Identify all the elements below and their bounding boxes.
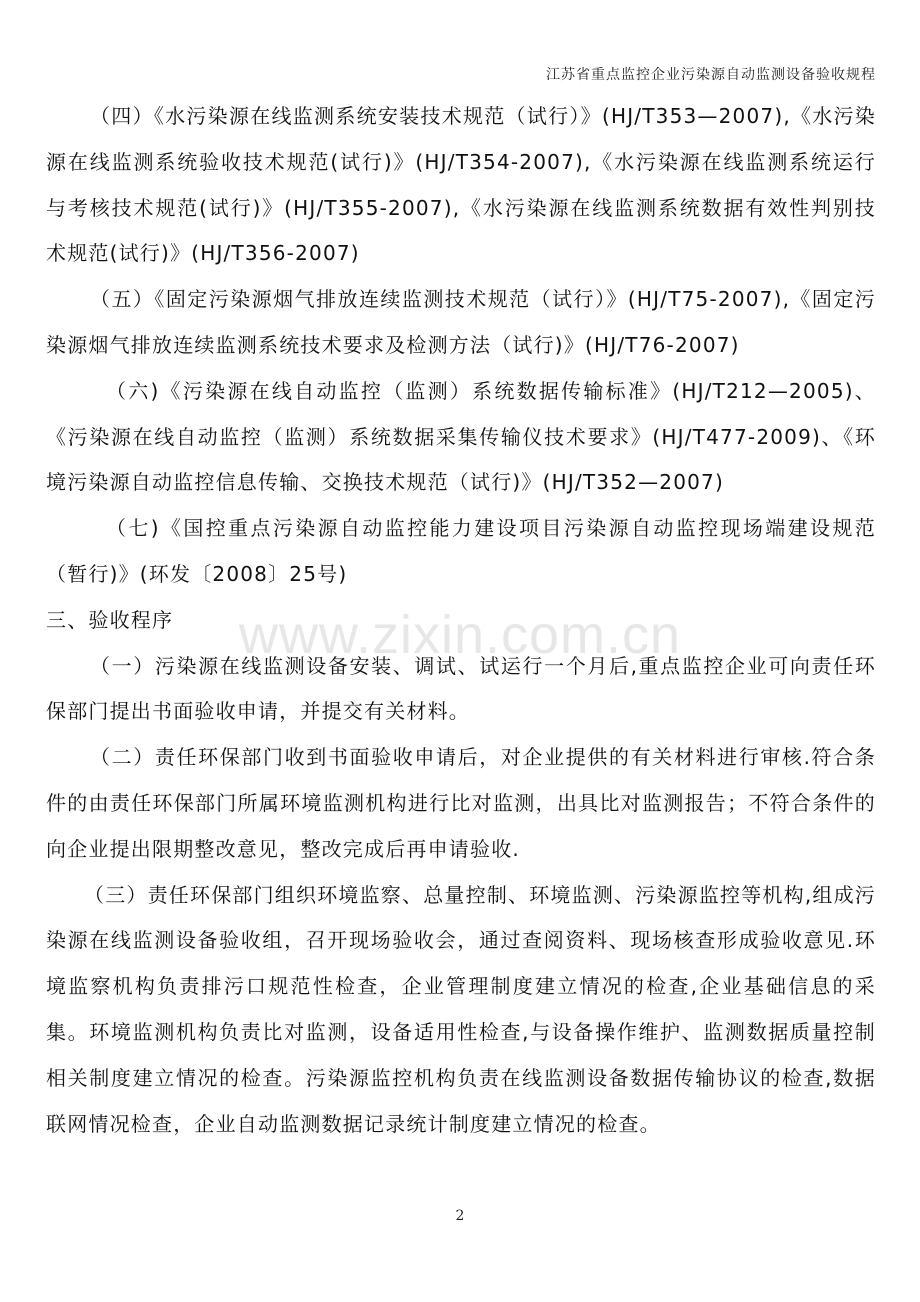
paragraph-standard-5: （五）《固定污染源烟气排放连续监测技术规范（试行）》(HJ/T75-2007),《固定污染源烟气排放连续监测系统技术要求及检测方法（试行)》(HJ/T76-2007) (46, 287, 876, 357)
paragraph-procedure-2: （二）责任环保部门收到书面验收申请后，对企业提供的有关材料进行审核.符合条件的由责任环保部门所属环境监测机构进行比对监测，出具比对监测报告；不符合条件的向企业提出限期整改意见，整改完成后再申请验收. (46, 745, 876, 861)
section-heading: 三、验收程序 (46, 607, 174, 632)
watermark: www.zixin.com.cn (238, 605, 682, 665)
page-number: 2 (455, 1208, 465, 1224)
running-header: 江苏省重点监控企业污染源自动监测设备验收规程 (546, 67, 876, 83)
paragraph-procedure-1: （一）污染源在线监测设备安装、调试、试运行一个月后,重点监控企业可向责任环保部门提出书面验收申请，并提交有关材料。 (46, 653, 876, 724)
paragraph-standard-6: （六)《污染源在线自动监控（监测）系统数据传输标准》(HJ/T212—2005)、《污染源在线自动监控（监测）系统数据采集传输仪技术要求》(HJ/T477-2009)、《环境污染源自动监控信息传输、交换技术规范（试行)》(HJ/T352—2007) (46, 378, 876, 495)
paragraph-standard-7: （七)《国控重点污染源自动监控能力建设项目污染源自动监控现场端建设规范（暂行)》(环发〔2008〕25号) (46, 516, 876, 586)
paragraph-standard-4: （四）《水污染源在线监测系统安装技术规范（试行）》(HJ/T353—2007),《水污染源在线监测系统验收技术规范(试行)》(HJ/T354-2007),《水污染源在线监测系统运行与考核技术规范(试行)》(HJ/T355-2007),《水污染源在线监测系统数据有效性判别技术规范(试行)》(HJ/T356-2007) (46, 104, 876, 266)
paragraph-procedure-3: （三）责任环保部门组织环境监察、总量控制、环境监测、污染源监控等机构,组成污染源在线监测设备验收组，召开现场验收会，通过查阅资料、现场核查形成验收意见.环境监察机构负责排污口规范性检查，企业管理制度建立情况的检查,企业基础信息的采集。环境监测机构负责比对监测，设备适用性检查,与设备操作维护、监测数据质量控制相关制度建立情况的检查。污染源监控机构负责在线监测设备数据传输协议的检查,数据联网情况检查，企业自动监测数据记录统计制度建立情况的检查。 (46, 882, 876, 1136)
document-body (46, 94, 876, 1147)
